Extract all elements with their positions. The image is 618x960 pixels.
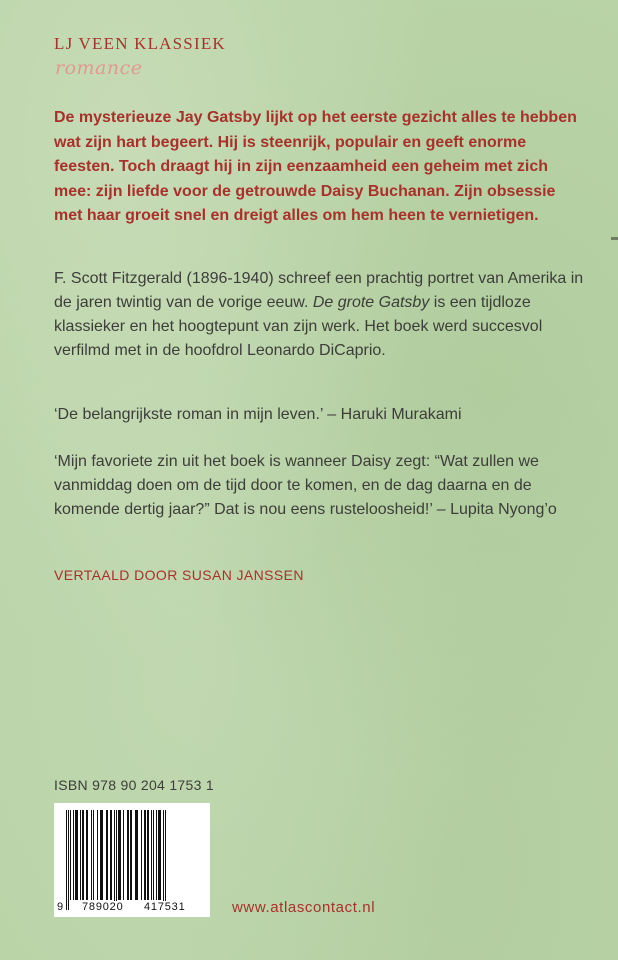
barcode-bar	[163, 810, 164, 910]
barcode-bar	[114, 810, 115, 910]
barcode-bar	[86, 810, 88, 900]
barcode-bar	[156, 810, 157, 900]
publisher-website[interactable]: www.atlascontact.nl	[232, 899, 376, 916]
author-text-start: F. Scott Fitzgerald (1896-1940) schreef een prachtig portret van Amerika in de jaren twintig van de vorige eeuw.	[54, 270, 584, 311]
barcode-bar	[158, 810, 161, 900]
author-text-end: is een tijdloze klassieker en het hoogtepunt van zijn werk. Het boek werd succesvol verfilmd met in de hoofdrol Leonardo DiCaprio.	[54, 294, 543, 359]
barcode-bar	[135, 810, 138, 900]
edge-mark	[611, 237, 618, 240]
author-paragraph	[54, 267, 594, 363]
barcode-bar	[68, 810, 69, 910]
imprint-logo: LJ VEEN KLASSIEK	[54, 34, 226, 53]
barcode-bar	[91, 810, 92, 900]
barcode-bar	[144, 810, 146, 900]
barcode-bar	[80, 810, 81, 900]
barcode-bar	[110, 810, 112, 900]
barcode-bar	[97, 810, 98, 900]
blurb-paragraph: De mysterieuze Jay Gatsby lijkt op het eerste gezicht alles te hebben wat zijn hart begeert. Hij is steenrijk, populair en geeft enorme feesten. Toch draagt hij in zijn eenzaamheid een geheim met zich mee: zijn liefde voor de getrouwde Daisy Buchanan. Zijn obsessie met haar groeit snel en dreigt alles om hem heen te vernietigen.	[54, 109, 577, 224]
barcode-bar	[82, 810, 84, 900]
barcode-bar	[75, 810, 78, 900]
barcode-bar	[106, 810, 108, 900]
series-label: romance	[55, 57, 143, 79]
book-title: De grote Gatsby	[312, 294, 430, 311]
quote-murakami: ‘De belangrijkste roman in mijn leven.’ – Haruki Murakami	[54, 406, 462, 423]
barcode-bar	[93, 810, 94, 900]
barcode-bar	[66, 810, 67, 910]
barcode-bar	[100, 810, 103, 900]
barcode-right-digits: 417531	[144, 901, 186, 913]
barcode-left-digits: 789020	[82, 901, 124, 913]
barcode-bar	[130, 810, 132, 900]
barcode-bars	[54, 803, 210, 917]
barcode-bar	[151, 810, 152, 900]
barcode-bar	[123, 810, 124, 900]
quote-nyongo: ‘Mijn favoriete zin uit het boek is wanneer Daisy zegt: “Wat zullen we vanmiddag doen om de tijd door te komen, en de dag daarna en de komende dertig jaar?” Dat is nou eens rusteloosheid!’ – Lupita Nyong’o	[54, 453, 557, 518]
barcode-bar	[73, 810, 74, 900]
barcode-bar	[116, 810, 117, 910]
barcode	[54, 803, 210, 917]
isbn-label: ISBN 978 90 204 1753 1	[54, 777, 214, 793]
barcode-bar	[127, 810, 129, 900]
barcode-bar	[147, 810, 149, 900]
translator-credit: VERTAALD DOOR SUSAN JANSSEN	[54, 567, 304, 583]
barcode-bar	[153, 810, 154, 900]
barcode-bar	[70, 810, 71, 900]
barcode-bar	[165, 810, 166, 910]
barcode-bar	[118, 810, 121, 900]
barcode-bar	[141, 810, 142, 900]
barcode-lead-digit: 9	[57, 901, 64, 913]
